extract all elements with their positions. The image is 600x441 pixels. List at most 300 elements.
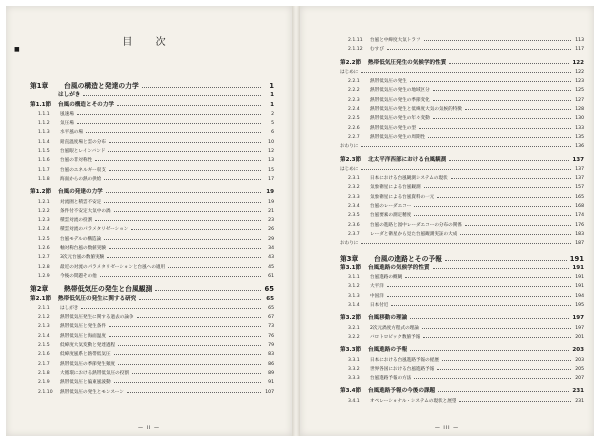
toc-entry[interactable] <box>340 282 584 291</box>
toc-entry-title: 大平洋 <box>370 284 384 290</box>
toc-leader-dots <box>104 239 261 240</box>
toc-entry-number: 1.2.8 <box>38 264 50 270</box>
toc-entry-page: 194 <box>575 293 584 299</box>
toc-entry-title: 日本における台風観測システムの現状 <box>370 176 448 182</box>
toc-entry[interactable] <box>340 324 584 333</box>
toc-entry[interactable] <box>340 333 584 342</box>
toc-entry-page: 17 <box>268 176 274 182</box>
toc-leader-dots <box>114 354 261 355</box>
toc-entry-number: 2.1.8 <box>38 370 50 376</box>
toc-entry[interactable] <box>340 301 584 310</box>
toc-leader-dots <box>77 123 261 124</box>
toc-entry[interactable] <box>340 211 584 220</box>
toc-entry-number: 2.3.5 <box>348 213 360 219</box>
toc-leader-dots <box>451 178 571 179</box>
toc-leader-dots <box>428 137 571 138</box>
toc-entry-page: 231 <box>572 388 584 395</box>
toc-entry[interactable] <box>30 147 274 156</box>
toc-entry-title: 熱帯低気圧と発生条件 <box>60 324 106 330</box>
toc-entry-page: 29 <box>268 236 274 242</box>
toc-entry-number: 2.2.1 <box>348 79 360 85</box>
toc-entry[interactable] <box>30 119 274 128</box>
toc-entry-title: 熱帯低気圧の発生の季節変化 <box>370 97 430 103</box>
toc-entry[interactable] <box>30 82 274 91</box>
toc-entry[interactable] <box>30 378 274 387</box>
toc-entry[interactable] <box>30 322 274 331</box>
toc-entry[interactable] <box>30 156 274 165</box>
toc-entry-title: おわりに <box>340 241 359 247</box>
toc-entry-page: 122 <box>572 59 584 66</box>
toc-leader-dots <box>391 305 571 306</box>
toc-entry-number: 1.1.4 <box>38 139 50 145</box>
toc-entry[interactable] <box>340 86 584 95</box>
toc-entry[interactable] <box>30 360 274 369</box>
toc-entry-title: はじめに <box>340 166 359 172</box>
toc-leader-dots <box>86 132 261 133</box>
toc-entry-number: 第3.3節 <box>340 347 362 354</box>
toc-leader-dots <box>132 373 261 374</box>
toc-leader-dots <box>387 296 571 297</box>
toc-entry-page: 2 <box>271 111 274 117</box>
toc-entry-title: 積雲対流のパラメタリゼーション <box>60 227 129 233</box>
toc-entry-page: 176 <box>575 222 584 228</box>
toc-leader-dots <box>104 202 261 203</box>
toc-leader-dots <box>460 234 571 235</box>
toc-entry[interactable] <box>340 68 584 77</box>
toc-entry[interactable] <box>30 207 274 216</box>
toc-entry-page: 86 <box>268 361 274 367</box>
toc-entry[interactable] <box>30 295 274 304</box>
toc-entry-page: 137 <box>575 176 584 182</box>
toc-entry-page: 195 <box>575 303 584 309</box>
toc-entry-number: 2.1.3 <box>38 324 50 330</box>
toc-entry[interactable] <box>30 128 274 137</box>
toc-entry-page: 43 <box>268 255 274 261</box>
toc-leader-dots <box>423 337 571 338</box>
toc-entry-page: 203 <box>572 347 584 354</box>
toc-leader-dots <box>361 72 571 73</box>
toc-entry-number: 第3.2節 <box>340 315 362 322</box>
toc-leader-dots <box>81 308 261 309</box>
toc-entry[interactable] <box>340 397 584 406</box>
toc-entry-title: はしがき <box>58 92 81 99</box>
toc-entry[interactable] <box>340 387 584 396</box>
toc-leader-dots <box>449 160 569 161</box>
toc-entry-number: 2.2.3 <box>348 97 360 103</box>
toc-entry-number: 第2.1節 <box>30 295 52 302</box>
toc-entry-number: 2.3.1 <box>348 176 360 182</box>
toc-entry[interactable] <box>340 59 584 68</box>
toc-entry[interactable] <box>340 124 584 133</box>
toc-entry-number: 1.2.7 <box>38 255 50 261</box>
toc-entry[interactable] <box>30 285 274 294</box>
toc-entry-title: 対流圏と積雲不安定 <box>60 199 102 205</box>
toc-entry[interactable] <box>340 45 584 54</box>
toc-leader-dots <box>106 192 261 193</box>
toc-entry-page: 165 <box>575 194 584 200</box>
toc-entry-page: 117 <box>575 47 584 53</box>
toc-entry-page: 13 <box>268 158 274 164</box>
toc-entry[interactable] <box>340 356 584 365</box>
toc-leader-dots <box>117 105 261 106</box>
toc-leader-dots <box>95 160 261 161</box>
toc-entry-page: 1 <box>270 92 274 99</box>
toc-leader-dots <box>459 401 571 402</box>
toc-entry-page: 79 <box>268 343 274 349</box>
toc-leader-dots <box>108 151 261 152</box>
toc-entry[interactable] <box>340 133 584 142</box>
toc-entry[interactable] <box>340 255 584 264</box>
toc-entry[interactable] <box>30 198 274 207</box>
toc-entry-title: 今後の問題その他 <box>60 273 97 279</box>
toc-leader-dots <box>114 382 261 383</box>
toc-entry-page: 67 <box>268 315 274 321</box>
toc-entry[interactable] <box>30 341 274 350</box>
toc-entry-number: 2.1.11 <box>348 38 363 43</box>
toc-entry-page: 123 <box>575 79 584 85</box>
toc-entry-title: 台風進路の予報 <box>368 347 408 354</box>
toc-entry-number: 2.3.2 <box>348 185 360 191</box>
toc-entry-number: 3.3.1 <box>348 357 360 363</box>
toc-entry-title: 熱帯低気圧と海面温度 <box>60 333 106 339</box>
toc-leader-dots <box>109 326 261 327</box>
toc-leader-dots <box>109 336 261 337</box>
toc-entry-page: 231 <box>575 398 584 404</box>
toc-leader-dots <box>433 100 571 101</box>
toc-entry[interactable] <box>30 244 274 253</box>
toc-entry-title: 低緯度大気変動と発達過程 <box>60 343 116 349</box>
toc-entry-title: 3次元台風の数値実験 <box>60 255 105 261</box>
toc-entry[interactable] <box>30 332 274 341</box>
toc-leader-dots <box>433 118 571 119</box>
toc-entry-title: 積雲対流の役割 <box>60 218 93 224</box>
toc-entry[interactable] <box>340 346 584 355</box>
toc-entry-number: 第3.1節 <box>340 264 362 271</box>
book-gutter <box>292 6 300 436</box>
toc-entry-number: 2.1.12 <box>348 47 363 53</box>
toc-entry-page: 191 <box>572 264 584 271</box>
toc-entry-title: 台風進路の概観 <box>370 275 403 281</box>
toc-leader-dots <box>449 63 569 64</box>
toc-entry-title: 最近の対流のパラメタリゼーションと台風への適用 <box>60 264 166 270</box>
page-number-left: — ii — <box>138 425 160 431</box>
toc-entry-title: 軸対称台風の数値実験 <box>60 246 106 252</box>
toc-entry[interactable] <box>340 142 584 151</box>
toc-entry-title: 熱帯低気圧の発生の地域区分 <box>370 88 430 94</box>
toc-entry-page: 127 <box>575 97 584 103</box>
toc-entry-page: 122 <box>575 69 584 75</box>
toc-entry-number: 2.3.4 <box>348 204 360 210</box>
toc-entry-number: 第3.4節 <box>340 388 362 395</box>
toc-entry-number: 3.2.1 <box>348 325 360 331</box>
toc-entry-title: 海面からの熱の供給 <box>60 176 102 182</box>
toc-entry[interactable] <box>340 183 584 192</box>
toc-leader-dots <box>424 187 571 188</box>
toc-entry-number: 第1.2節 <box>30 189 52 196</box>
toc-entry[interactable] <box>340 165 584 174</box>
toc-leader-dots <box>424 40 571 41</box>
toc-entry-number: 3.1.3 <box>348 293 360 299</box>
toc-entry[interactable] <box>340 221 584 230</box>
toc-entry-page: 5 <box>271 121 274 127</box>
toc-entry[interactable] <box>30 388 274 397</box>
toc-right <box>340 36 584 406</box>
toc-entry[interactable] <box>30 272 274 281</box>
toc-entry-title: 低緯度風系と熱帯低気圧 <box>60 352 111 358</box>
toc-entry-title: 台風の進路とその予報 <box>374 254 442 263</box>
toc-entry-title: 台風移動の理論 <box>368 315 408 322</box>
toc-leader-dots <box>361 169 571 170</box>
toc-entry-title: レーダと衛星から見た台風観測実証の大成 <box>370 231 458 237</box>
toc-entry-page: 19 <box>268 199 274 205</box>
left-page <box>6 6 292 436</box>
toc-entry-title: 気象衛星による台風資料の一元 <box>370 194 435 200</box>
toc-entry-title: 台風眼とレインバンド <box>60 149 106 155</box>
page-mark: ■ <box>14 46 20 53</box>
toc-entry-page: 191 <box>569 254 584 263</box>
toc-entry-title: 熱帯低気圧発生の気候学的性質 <box>368 59 447 66</box>
toc-entry-page: 113 <box>575 38 584 43</box>
toc-entry-number: 1.2.2 <box>38 208 50 214</box>
toc-entry-title: 台風と中緯度大気トラフ <box>370 38 421 43</box>
toc-entry[interactable] <box>30 166 274 175</box>
toc-entry-number: 2.1.4 <box>38 333 50 339</box>
toc-entry[interactable] <box>30 235 274 244</box>
toc-entry-title: 条件付不安定大気中の渦 <box>60 208 111 214</box>
toc-entry[interactable] <box>340 365 584 374</box>
toc-entry-number: 2.2.4 <box>348 107 360 113</box>
toc-leader-dots <box>118 345 261 346</box>
toc-entry[interactable] <box>340 114 584 123</box>
toc-entry[interactable] <box>340 230 584 239</box>
toc-entry-page: 76 <box>268 333 274 339</box>
toc-entry-page: 19 <box>266 189 274 196</box>
toc-entry[interactable] <box>30 138 274 147</box>
toc-leader-dots <box>361 146 571 147</box>
toc-entry[interactable] <box>30 304 274 313</box>
toc-entry[interactable] <box>30 216 274 225</box>
toc-leader-dots <box>131 229 261 230</box>
toc-entry-title: 台風のレーダエコー <box>370 204 412 210</box>
toc-entry[interactable] <box>30 253 274 262</box>
toc-entry-number: 第2.3節 <box>340 156 362 163</box>
toc-entry-page: 6 <box>271 130 274 136</box>
toc-leader-dots <box>422 328 571 329</box>
toc-entry-title: 熱帯低気圧の発生の周期性 <box>370 134 426 140</box>
toc-leader-dots <box>465 225 571 226</box>
toc-entry[interactable] <box>30 263 274 272</box>
toc-entry-page: 130 <box>575 116 584 122</box>
toc-entry-title: 熱帯低気圧発生に関する過去の論争 <box>60 315 134 321</box>
toc-entry-page: 203 <box>575 357 584 363</box>
toc-entry-title: 日本における台風進路予報の経歴 <box>370 357 439 363</box>
toc-leader-dots <box>437 197 571 198</box>
toc-entry-title: 台風の進路と図中レーダエコーの分布の関係 <box>370 222 462 228</box>
toc-leader-dots <box>387 49 571 50</box>
toc-leader-dots <box>139 299 261 300</box>
toc-entry-page: 137 <box>575 166 584 172</box>
toc-entry-number: 3.4.1 <box>348 398 360 404</box>
toc-entry-number: 1.1.2 <box>38 121 50 127</box>
toc-entry[interactable] <box>340 174 584 183</box>
toc-entry-title: はしがき <box>60 305 79 311</box>
toc-entry-title: バロトロピック数値予報 <box>370 334 421 340</box>
toc-entry-number: 1.2.6 <box>38 246 50 252</box>
toc-leader-dots <box>109 248 261 249</box>
toc-entry-number: 2.1.2 <box>38 315 50 321</box>
toc-leader-dots <box>414 206 571 207</box>
toc-entry-title: 台風のエネルギー収支 <box>60 167 106 173</box>
toc-leader-dots <box>118 364 261 365</box>
toc-entry-number: 1.1.7 <box>38 167 50 173</box>
toc-entry[interactable] <box>340 105 584 114</box>
toc-entry-title: 熱帯低気圧の発生 <box>370 79 407 85</box>
toc-entry-number: 2.1.6 <box>38 352 50 358</box>
toc-leader-dots <box>100 276 261 277</box>
toc-entry-title: 台風進路予報の今後の課題 <box>368 388 436 395</box>
toc-entry-number: 1.2.1 <box>38 199 50 205</box>
toc-entry-page: 61 <box>268 273 274 279</box>
toc-entry-number: 1.1.6 <box>38 158 50 164</box>
toc-entry-page: 23 <box>268 218 274 224</box>
toc-entry[interactable] <box>30 175 274 184</box>
toc-entry-title: 台風の構造と発達の力学 <box>64 82 139 90</box>
toc-entry-page: 133 <box>575 125 584 131</box>
toc-entry[interactable] <box>340 96 584 105</box>
toc-entry[interactable] <box>340 202 584 211</box>
toc-leader-dots <box>405 277 571 278</box>
toc-entry-page: 207 <box>575 376 584 382</box>
toc-leader-dots <box>438 391 569 392</box>
toc-entry-title: 熱帯低気圧と偏東風波動 <box>60 380 111 386</box>
page-title: 目 次 <box>122 37 176 48</box>
toc-leader-dots <box>109 170 261 171</box>
toc-entry-number: 2.3.7 <box>348 231 360 237</box>
toc-entry[interactable] <box>30 313 274 322</box>
toc-entry-page: 1 <box>269 82 274 90</box>
toc-entry-number: 1.2.3 <box>38 218 50 224</box>
toc-entry[interactable] <box>340 239 584 248</box>
toc-entry-number: 2.1.7 <box>38 361 50 367</box>
toc-entry-page: 65 <box>264 285 274 294</box>
toc-entry-title: はじめに <box>340 69 359 75</box>
toc-entry-title: 台風進路の気候学的性質 <box>368 264 430 271</box>
toc-entry-page: 10 <box>268 139 274 145</box>
toc-entry-title: 熱帯低気圧の季節発生頻度 <box>60 361 116 367</box>
toc-entry-title: 台風進路予報の方法 <box>370 376 412 382</box>
toc-leader-dots <box>142 87 261 88</box>
toc-entry-page: 136 <box>575 144 584 150</box>
toc-entry[interactable] <box>340 292 584 301</box>
toc-leader-dots <box>168 267 261 268</box>
toc-entry-number: 第1章 <box>30 82 49 90</box>
toc-entry-title: 熱帯低気圧の発生の型 <box>370 125 416 131</box>
toc-entry[interactable] <box>340 273 584 282</box>
toc-left <box>30 82 274 397</box>
toc-entry-page: 83 <box>268 352 274 358</box>
toc-entry[interactable] <box>340 193 584 202</box>
toc-entry-title: 2次元渦度方程式の理論 <box>370 325 419 331</box>
toc-entry-title: 台風要素の測定精度 <box>370 213 412 219</box>
toc-entry-page: 135 <box>575 134 584 140</box>
toc-leader-dots <box>433 90 571 91</box>
toc-entry[interactable] <box>30 91 274 100</box>
toc-entry-number: 1.1.3 <box>38 130 50 136</box>
toc-entry-number: 1.2.9 <box>38 273 50 279</box>
toc-entry[interactable] <box>340 264 584 273</box>
toc-entry[interactable] <box>340 314 584 323</box>
toc-leader-dots <box>445 260 567 261</box>
toc-entry-number: 1.1.1 <box>38 111 50 117</box>
toc-entry[interactable] <box>30 110 274 119</box>
toc-entry-number: 3.1.2 <box>348 284 360 290</box>
toc-entry-number: 2.2.5 <box>348 116 360 122</box>
toc-entry-page: 197 <box>572 315 584 322</box>
toc-entry-number: 第3章 <box>340 254 359 263</box>
toc-entry-number: 3.1.4 <box>348 303 360 309</box>
toc-leader-dots <box>433 268 570 269</box>
toc-entry[interactable] <box>340 156 584 165</box>
toc-entry-title: 大循環における熱帯低気圧の役割 <box>60 370 129 376</box>
toc-entry-page: 187 <box>575 241 584 247</box>
toc-entry[interactable] <box>30 350 274 359</box>
toc-entry[interactable] <box>30 225 274 234</box>
toc-entry-title: 熱帯低気圧の発生と低緯度大気の気候的特徴 <box>370 107 462 113</box>
toc-entry-number: 1.1.5 <box>38 149 50 155</box>
toc-leader-dots <box>107 257 261 258</box>
toc-entry-title: 気圧場 <box>60 121 74 127</box>
toc-entry-title: 北太平洋西部における台風観測 <box>368 156 447 163</box>
toc-entry-page: 65 <box>266 295 274 302</box>
toc-entry-title: 日本付近 <box>370 303 389 309</box>
toc-leader-dots <box>155 290 261 291</box>
toc-entry-page: 197 <box>575 325 584 331</box>
toc-leader-dots <box>137 317 261 318</box>
toc-entry-page: 89 <box>268 370 274 376</box>
toc-entry-page: 1 <box>270 101 274 108</box>
toc-entry-number: 3.3.3 <box>348 376 360 382</box>
toc-entry-page: 73 <box>268 324 274 330</box>
toc-entry-page: 21 <box>268 208 274 214</box>
toc-entry-title: 熱帯低気圧の発生と台風観測 <box>64 285 153 294</box>
toc-entry-number: 2.2.6 <box>348 125 360 131</box>
toc-entry[interactable] <box>30 101 274 110</box>
toc-entry[interactable] <box>340 374 584 383</box>
toc-entry[interactable] <box>30 188 274 197</box>
toc-entry[interactable] <box>340 77 584 86</box>
right-page <box>300 6 594 436</box>
toc-leader-dots <box>414 215 571 216</box>
toc-entry-page: 168 <box>575 204 584 210</box>
toc-entry-number: 2.1.10 <box>38 389 53 395</box>
toc-entry-title: 台風の非対称性 <box>60 158 93 164</box>
toc-entry-number: 2.1.1 <box>38 305 50 311</box>
toc-leader-dots <box>83 95 261 96</box>
toc-entry-title: 台風モデルの構造論 <box>60 236 102 242</box>
toc-entry-page: 12 <box>268 149 274 155</box>
toc-leader-dots <box>361 243 571 244</box>
toc-entry-number: 1.2.5 <box>38 236 50 242</box>
toc-entry-title: 熱帯低気圧の発生に関する研究 <box>58 295 137 302</box>
toc-entry-number: 2.1.9 <box>38 380 50 386</box>
toc-entry-title: 風速場 <box>60 111 74 117</box>
toc-leader-dots <box>437 369 571 370</box>
toc-leader-dots <box>410 350 569 351</box>
toc-entry[interactable] <box>30 369 274 378</box>
toc-entry[interactable] <box>340 36 584 45</box>
toc-entry-page: 191 <box>575 275 584 281</box>
toc-entry-page: 137 <box>572 156 584 163</box>
